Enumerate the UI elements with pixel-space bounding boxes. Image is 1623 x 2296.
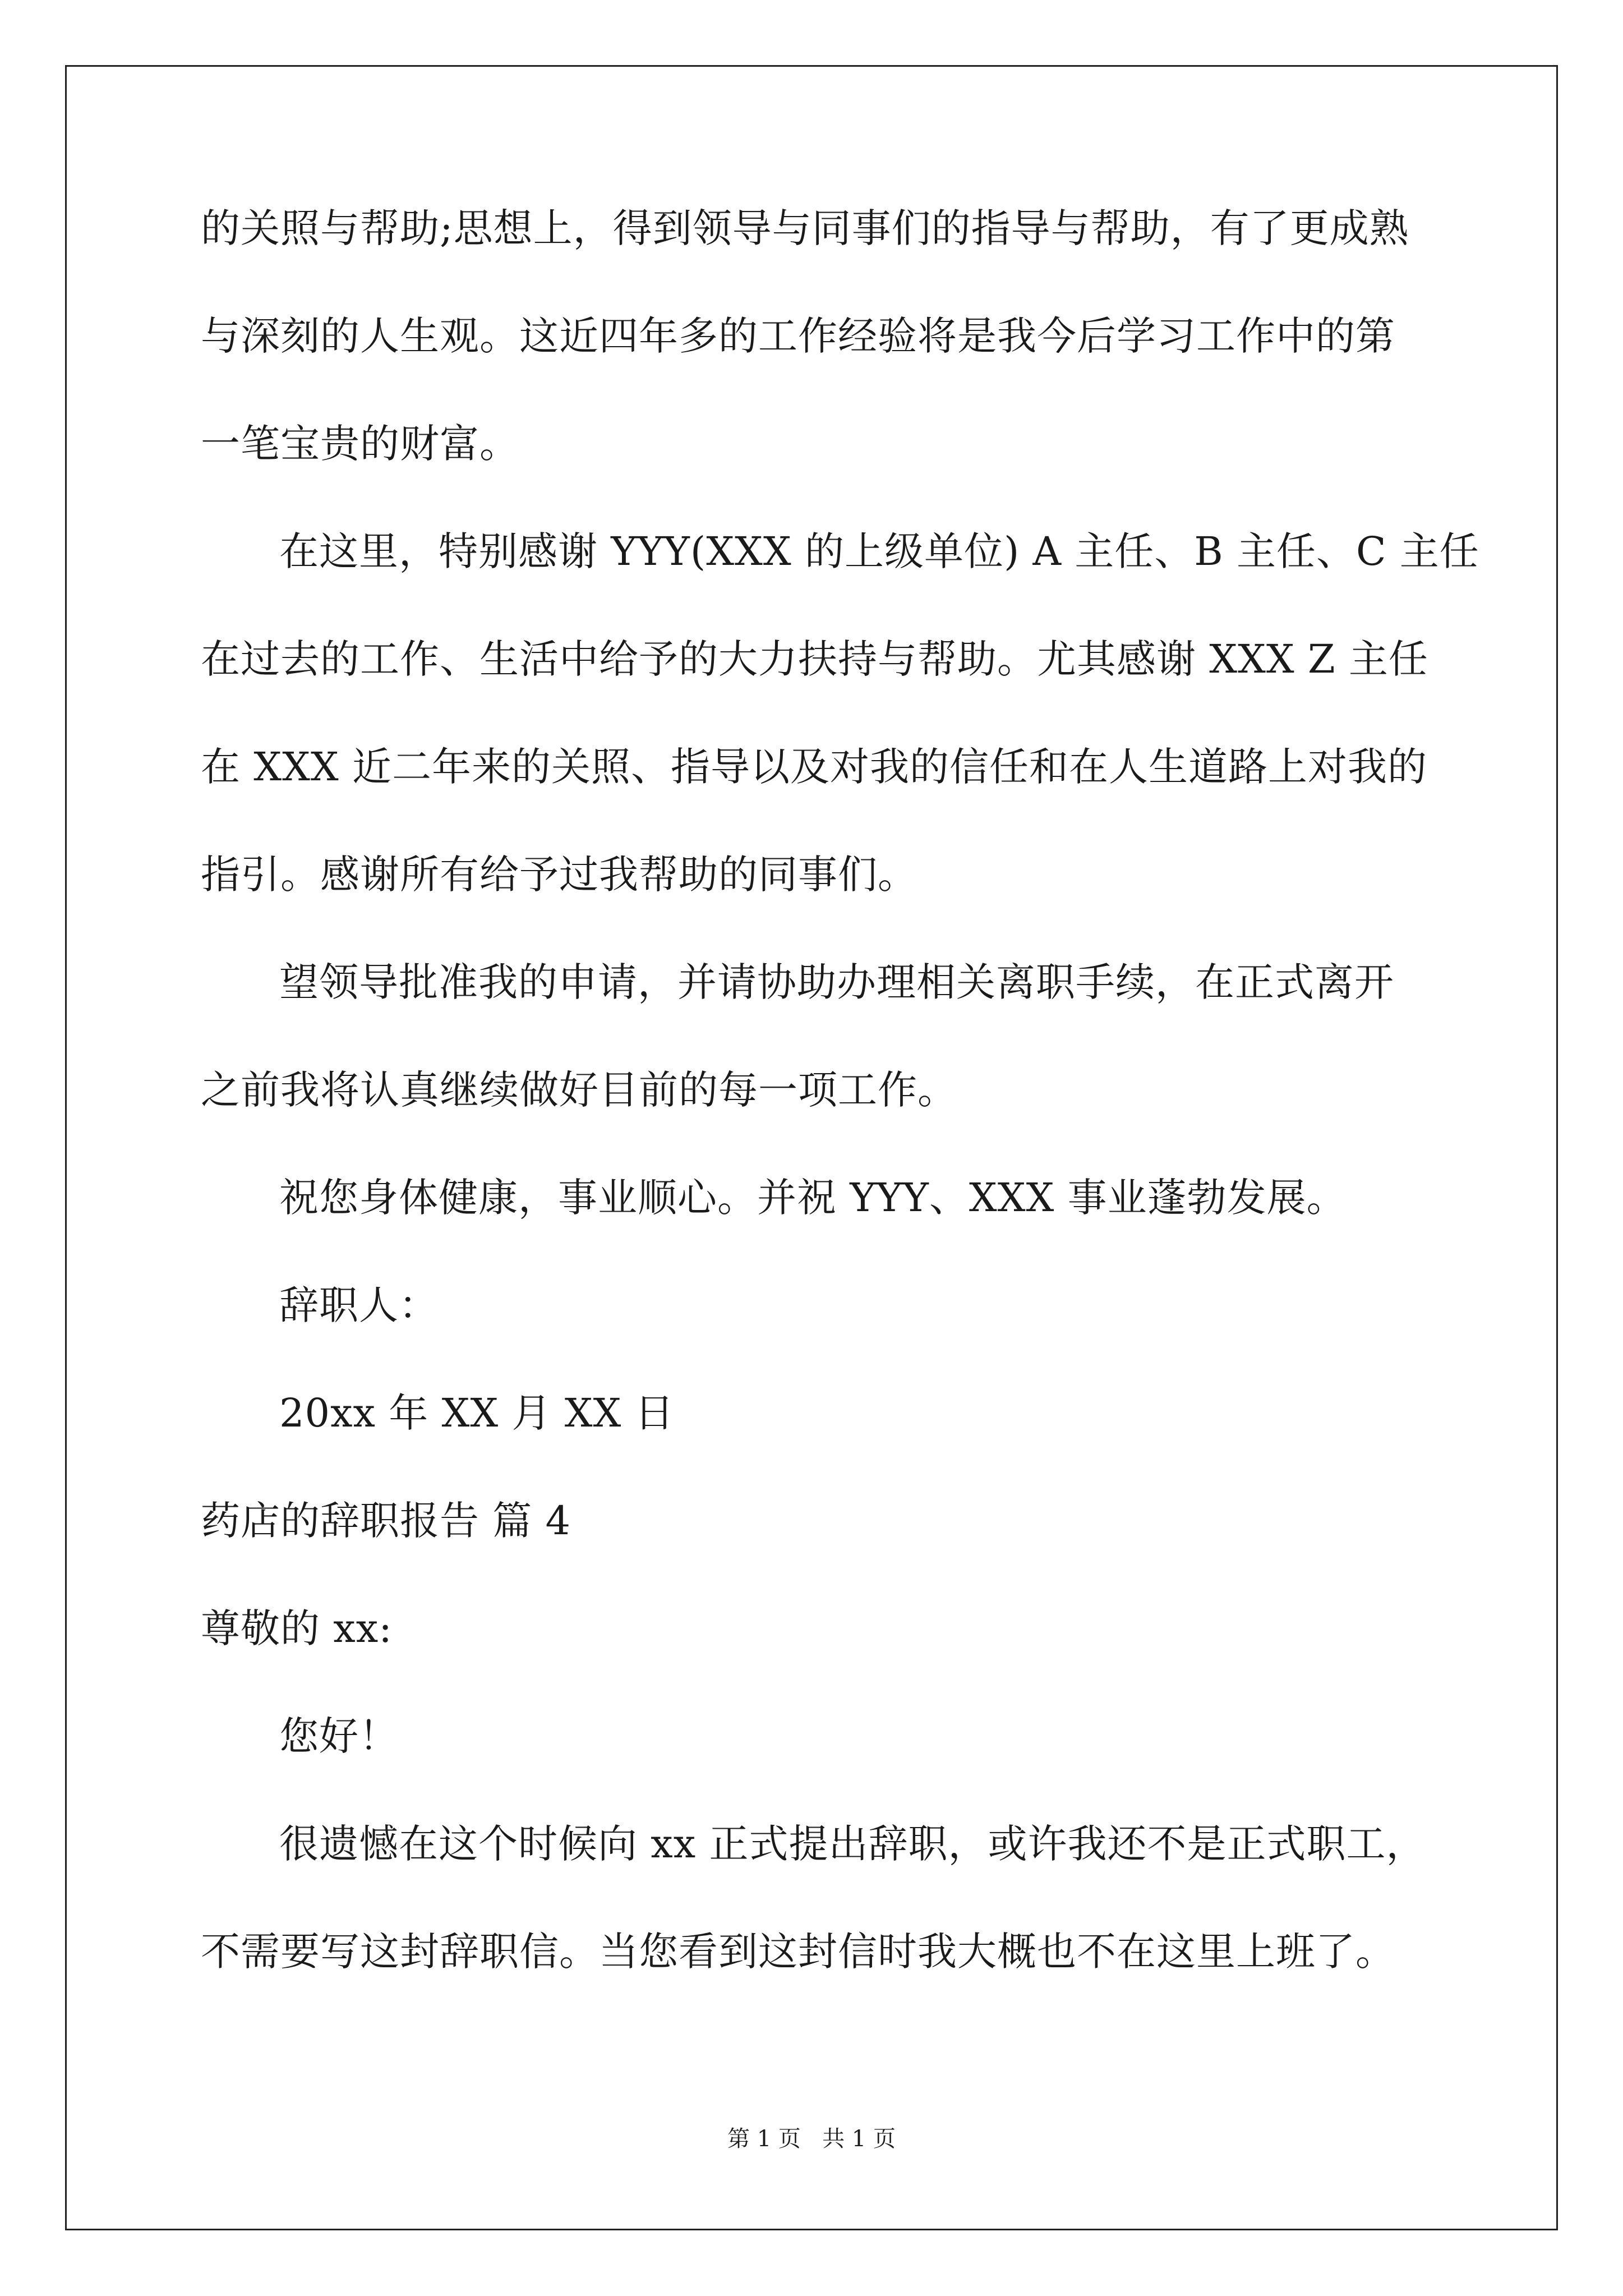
paragraph-start: 祝您身体健康，事业顺心。并祝 YYY、XXX 事业蓬勃发展。 (279, 1175, 1347, 1221)
text-line: 一笔宝贵的财富。 (201, 421, 519, 467)
greeting: 您好！ (279, 1713, 399, 1759)
text-line: 在过去的工作、生活中给予的大力扶持与帮助。尤其感谢 XXX Z 主任 (201, 636, 1428, 682)
date-line: 20xx 年 XX 月 XX 日 (279, 1390, 675, 1436)
text-line: 与深刻的人生观。这近四年多的工作经验将是我今后学习工作中的第 (201, 313, 1395, 359)
text-line: 的关照与帮助;思想上，得到领导与同事们的指导与帮助，有了更成熟 (201, 205, 1409, 251)
section-heading: 药店的辞职报告 篇 4 (201, 1498, 571, 1544)
paragraph-start: 在这里，特别感谢 YYY(XXX 的上级单位) A 主任、B 主任、C 主任 (279, 528, 1479, 574)
salutation: 尊敬的 xx: (201, 1605, 393, 1651)
text-line: 指引。感谢所有给予过我帮助的同事们。 (201, 852, 917, 898)
signature-label: 辞职人： (279, 1282, 439, 1328)
text-line: 在 XXX 近二年来的关照、指导以及对我的信任和在人生道路上对我的 (201, 744, 1428, 790)
text-line: 不需要写这封辞职信。当您看到这封信时我大概也不在这里上班了。 (201, 1929, 1395, 1975)
text-line: 之前我将认真继续做好目前的每一项工作。 (201, 1067, 957, 1113)
paragraph-start: 望领导批准我的申请，并请协助办理相关离职手续，在正式离开 (279, 959, 1394, 1005)
page-border (65, 65, 1558, 2230)
paragraph-start: 很遗憾在这个时候向 xx 正式提出辞职，或许我还不是正式职工， (279, 1821, 1426, 1867)
page-number-footer: 第 1 页 共 1 页 (727, 2126, 896, 2152)
